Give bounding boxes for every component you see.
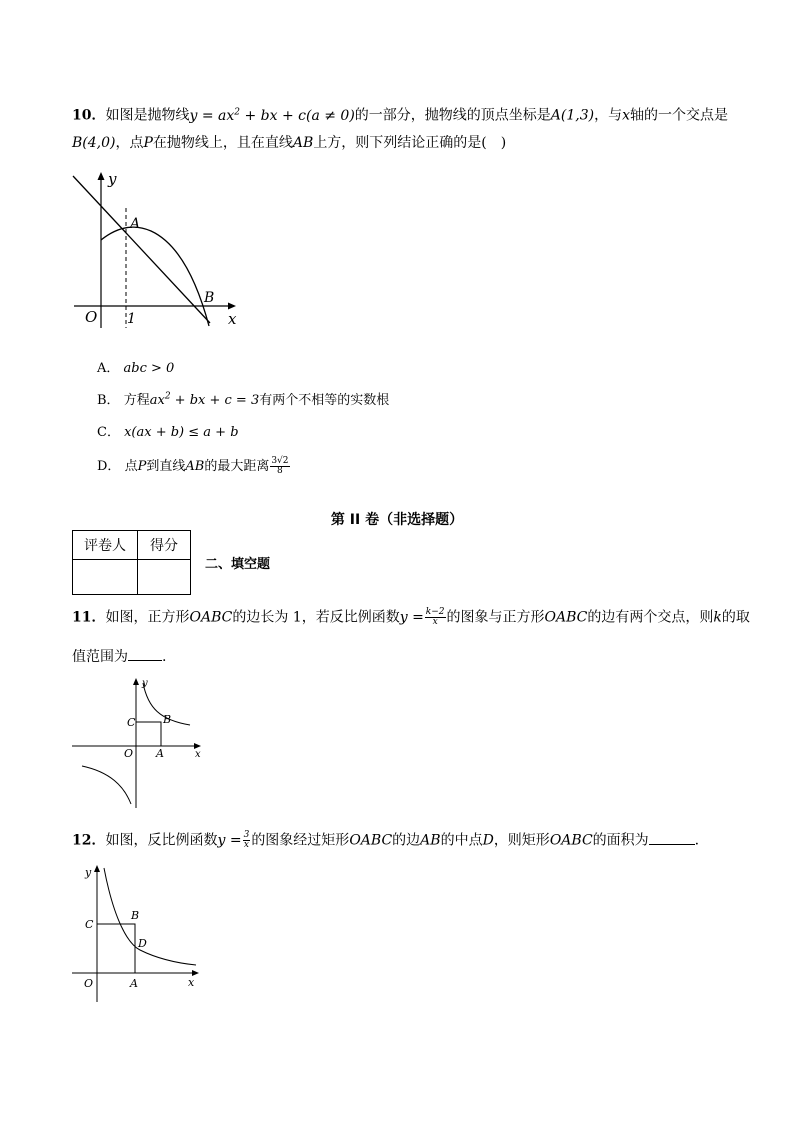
q10-tick-label: 1 [127,311,136,327]
q12-number: 12． [72,832,106,849]
q12-line: 12．如图，反比例函数y = $\frac{3}{x}$ 的图象经过矩形OABC的边AB的中点D，则矩形OABC的面积为 . [72,830,700,850]
grader-header: 评卷人 [73,531,138,560]
q10-option-c: C． x(ax + b) ≤ a + b [97,425,239,440]
q12-curve [104,868,196,965]
q12-origin-label: O [84,977,94,990]
q10-origin-label: O [85,308,98,326]
q10-parabola [101,227,209,326]
q11-square [136,722,161,746]
q10-vertex: A(1,3) [550,107,595,124]
section-heading: 二、填空题 [205,557,271,572]
q10-option-b: B． 方程$ax^2$ + bx + c = 3有两个不相等的实数根 [97,391,390,408]
q11-c-label: C [127,716,136,729]
q12-figure [68,860,208,1005]
q12-a-label: A [130,977,138,990]
q11-number: 11． [72,609,106,626]
q10-point-b-label: B [204,290,215,306]
q10-point-a-label: A [130,216,141,232]
q12-b-label: B [131,909,140,922]
q11-line1: 11．如图，正方形OABC的边长为 1，若反比例函数y = $\frac{k-2}{x}$ 的图象与正方形OABC的边有两个交点，则k的取 [72,607,750,627]
q10-option-a: A． abc > 0 [97,361,175,376]
q11-curve-q3 [82,766,131,804]
q10-formula: $y = ax^2$ + bx + c(a ≠ 0) [189,107,355,124]
q11-line2: 值范围为 . [72,649,167,665]
q10-figure [68,168,248,333]
q12-rectangle [97,924,135,973]
q12-y-label: y [85,866,92,879]
q12-x-label: x [188,976,195,989]
q11-figure [68,676,208,811]
q10-d-fraction: $\frac{3√2}{8}$ [271,456,289,476]
q10-x-arrow [228,303,236,310]
score-cell[interactable] [138,560,191,595]
q10-line1: 10．如图是抛物线$y = ax^2$ + bx + c(a ≠ 0)的一部分，抛物线的顶点坐标是A(1,3)，与x轴的一个交点是 [72,107,729,124]
q11-fraction: $\frac{k-2}{x}$ [425,607,445,627]
q10-point-b: B(4,0) [72,135,116,151]
q11-answer-blank[interactable] [128,660,162,661]
q10-line2: B(4,0)，点P在抛物线上，且在直线AB上方，则下列结论正确的是( ) [72,135,507,151]
q12-c-label: C [85,918,94,931]
q11-x-label: x [195,749,201,760]
q11-a-label: A [156,747,164,760]
score-table [72,530,191,595]
section-title: 第 II 卷（非选择题） [330,512,464,528]
q10-line-ab [73,176,210,323]
q11-origin-label: O [124,747,134,760]
q10-number: 10． [72,107,106,124]
q10-option-d: D． 点P到直线AB的最大距离 $\frac{3√2}{8}$ [97,456,289,476]
q11-y-label: y [142,678,148,689]
q10-y-arrow [98,172,105,180]
q10-y-label: y [108,170,117,188]
grader-cell[interactable] [73,560,138,595]
q12-d-label: D [138,937,147,950]
q11-y-arrow [133,678,139,685]
q12-y-arrow [94,865,100,872]
q12-answer-blank[interactable] [649,844,695,845]
q12-fraction: $\frac{3}{x}$ [243,830,250,850]
q11-b-label: B [163,713,172,726]
q10-x-label: x [228,310,237,328]
score-header: 得分 [138,531,191,560]
